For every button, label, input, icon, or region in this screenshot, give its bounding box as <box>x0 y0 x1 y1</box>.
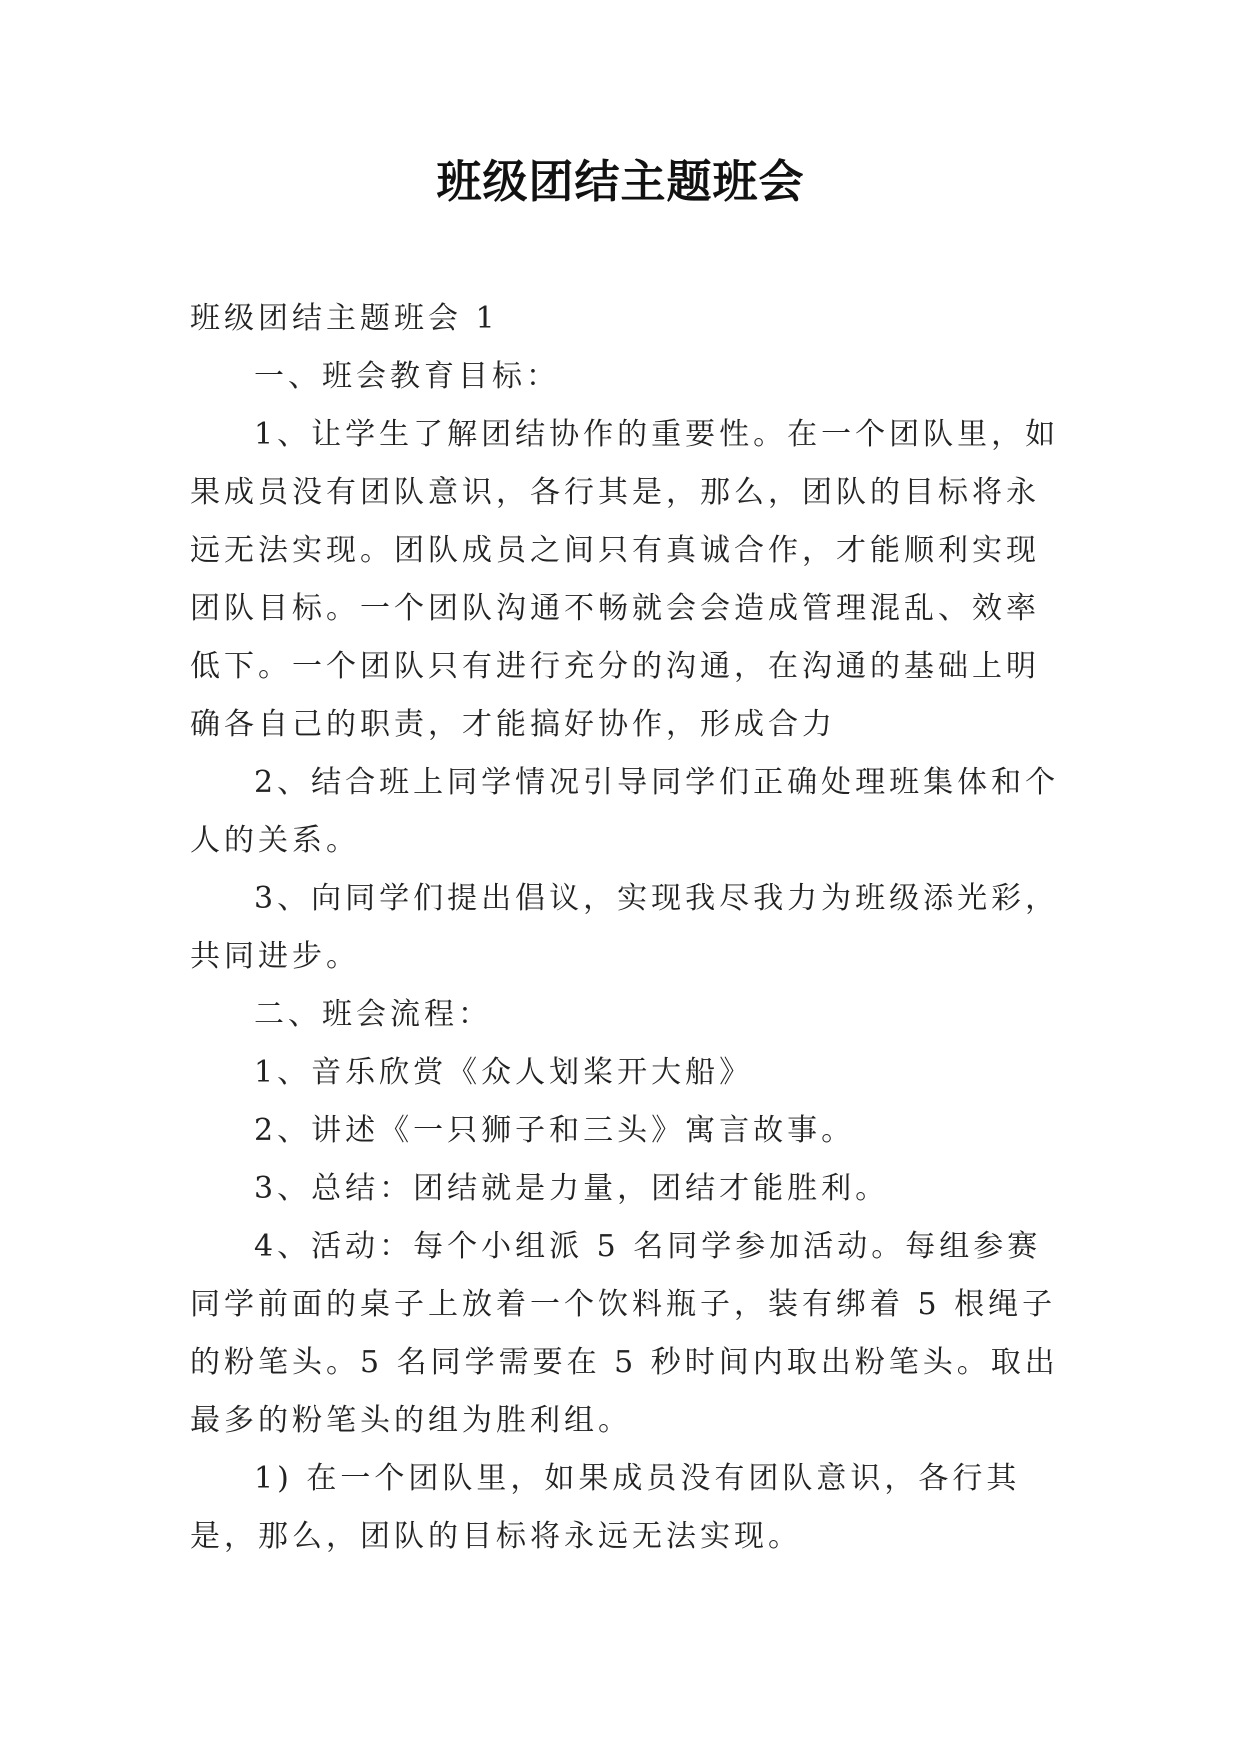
paragraph: 2、结合班上同学情况引导同学们正确处理班集体和个人的关系。 <box>190 765 1060 858</box>
document-body <box>190 290 1060 1566</box>
page-title: 班级团结主题班会 <box>436 155 805 208</box>
paragraph: 一、班会教育目标： <box>254 359 560 394</box>
paragraph: 二、班会流程： <box>254 997 492 1032</box>
paragraph: 4、活动：每个小组派 5 名同学参加活动。每组参赛同学前面的桌子上放着一个饮料瓶子，装有绑着 5 根绳子的粉笔头。5 名同学需要在 5 秒时间内取出粉笔头。取出最多的粉笔头的组为胜利组。 <box>190 1229 1059 1438</box>
paragraph: 1) 在一个团队里，如果成员没有团队意识，各行其是，那么，团队的目标将永远无法实现。 <box>190 1461 1021 1554</box>
paragraph: 3、向同学们提出倡议，实现我尽我力为班级添光彩，共同进步。 <box>190 881 1060 974</box>
paragraph: 2、讲述《一只狮子和三头》寓言故事。 <box>254 1113 856 1148</box>
paragraph: 3、总结：团结就是力量，团结才能胜利。 <box>254 1171 890 1206</box>
paragraph: 1、让学生了解团结协作的重要性。在一个团队里，如果成员没有团队意识，各行其是，那么，团队的目标将永远无法实现。团队成员之间只有真诚合作，才能顺利实现团队目标。一个团队沟通不畅就会会造成管理混乱、效率低下。一个团队只有进行充分的沟通，在沟通的基础上明确各自己的职责，才能搞好协作，形成合力 <box>190 417 1060 742</box>
paragraph: 1、音乐欣赏《众人划桨开大船》 <box>254 1055 754 1090</box>
section-heading: 班级团结主题班会 1 <box>190 301 499 336</box>
